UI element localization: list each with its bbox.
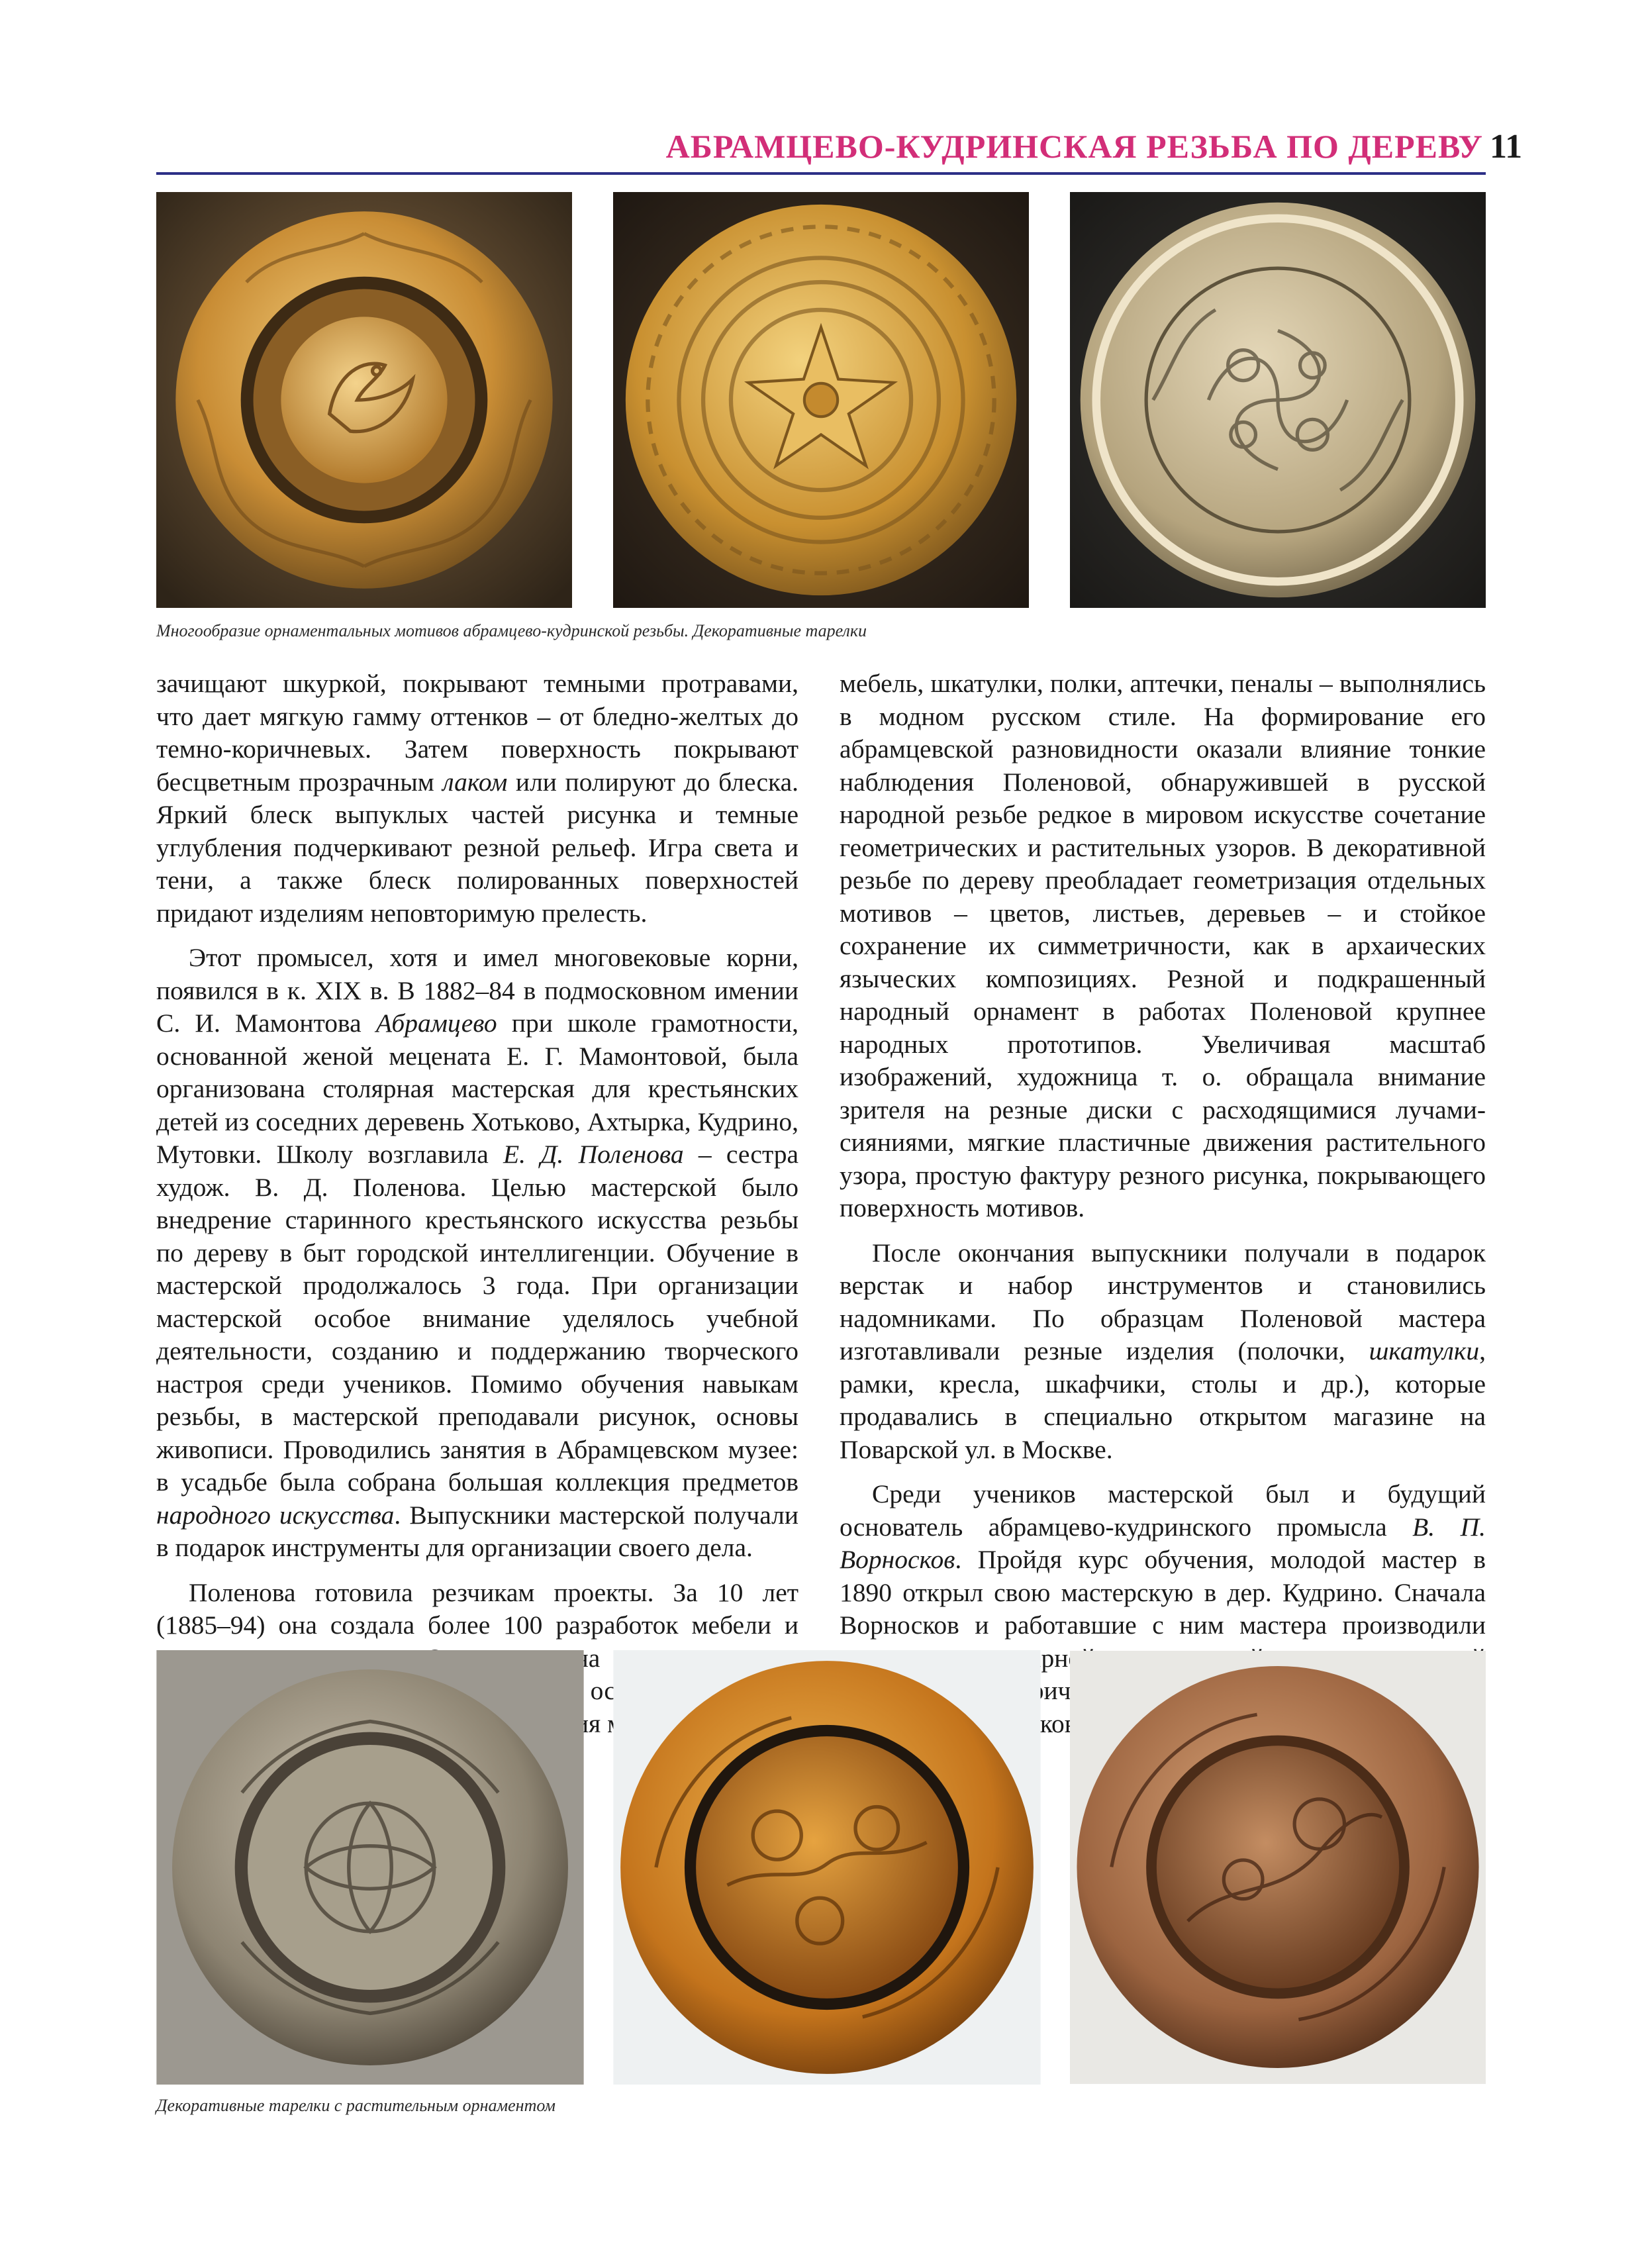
left-text-column bbox=[156, 667, 798, 1740]
plate-star-rosette-icon bbox=[613, 192, 1029, 608]
paragraph: зачищают шкуркой, покрывают темными протравами, что дает мягкую гамму оттенков – от бледно-желтых до темно-коричневых. Затем поверхность покрывают бесцветным прозрачным лаком или полируют до блеска. Яркий блеск выпуклых частей рисунка и темные углубления подчеркивают резной рельеф. Игра света и тени, а также блеск полированных поверхностей придают изделиям неповторимую прелесть. bbox=[156, 669, 798, 928]
plate-silver-floral-icon bbox=[156, 1650, 584, 2085]
plate-bronze-floral-icon bbox=[1070, 1650, 1486, 2085]
bottom-figure-caption: Декоративные тарелки с растительным орнаментом bbox=[156, 2096, 555, 2115]
paragraph: После окончания выпускники получали в подарок верстак и набор инструментов и становились надомниками. По образцам Поленовой мастера изготавливали резные изделия (полочки, шкатулки, рамки, кресла, шкафчики, столы и др.), которые продавались в специально открытом магазине на Поварской ул. в Москве. bbox=[840, 1238, 1486, 1464]
header-rule bbox=[156, 172, 1486, 175]
plate-amber-floral-icon bbox=[613, 1650, 1041, 2085]
paragraph: мебель, шкатулки, полки, аптечки, пеналы – выполнялись в модном русском стиле. На формирование его абрамцевской разновидности оказали влияние тонкие наблюдения Поленовой, обнаружившей в русской народной резьбе редкое в мировом искусстве сочетание геометрических и растительных узоров. В декоративной резьбе по дереву преобладает геометризация отдельных мотивов – цветов, листьев, деревьев – и стойкое сохранение их симметричности, как в архаических языческих композициях. Резной и подкрашенный народный орнамент в работах Поленовой крупнее народных прототипов. Увеличивая масштаб изображений, художница т. о. обращала внимание зрителя на резные диски с расходящимися лучами-сияниями, мягкие пластичные движения растительного узора, простую фактуру резного рисунка, покрывающего поверхность мотивов. bbox=[840, 669, 1486, 1222]
plate-floral-pattern-icon bbox=[1070, 192, 1486, 608]
right-text-column bbox=[840, 667, 1486, 1773]
plate-bird-icon bbox=[156, 192, 572, 608]
paragraph: Этот промысел, хотя и имел многовековые корни, появился в к. XIX в. В 1882–84 в подмосковном имении С. И. Мамонтова Абрамцево при школе грамотности, основанной женой мецената Е. Г. Мамонтовой, была организована столярная мастерская для крестьянских детей из соседних деревень Хотьково, Ахтырка, Кудрино, Мутовки. Школу возглавила Е. Д. Поленова – сестра худож. В. Д. Поленова. Целью мастерской было внедрение старинного крестьянского искусства резьбы по дереву в быт городской интеллигенции. Обучение в мастерской продолжалось 3 года. При организации мастерской особое внимание уделялось учебной деятельности, созданию и поддержанию творческого настроя среди учеников. Помимо обучения навыкам резьбы, в мастерской преподавали рисунок, основы живописи. Проводились занятия в Абрамцевском музее: в усадьбе была собрана большая коллекция предметов народного искусства. Выпускники мастерской получали в подарок инструменты для организации своего дела. bbox=[156, 943, 798, 1562]
top-figure-caption: Многообразие орнаментальных мотивов абрамцево-кудринской резьбы. Декоративные тарелки bbox=[156, 621, 867, 640]
paragraph: Среди учеников мастерской был и будущий основатель абрамцево-кудринского промысла В. П. Ворносков. Пройдя курс обучения, молодой мастер в 1890 открыл свою мастерскую в дер. Кудрино. Сначала Ворносков и работавшие с ним мастера производили токарной геометрической bbox=[840, 1479, 1486, 1705]
paragraph: Поленова готовила резчикам проекты. За 10 лет (1885–94) она создала более 100 разработок мебели и на bbox=[156, 1577, 798, 1673]
running-header-title: АБРАМЦЕВО-КУДРИНСКАЯ РЕЗЬБА ПО ДЕРЕВУ bbox=[665, 128, 1483, 165]
